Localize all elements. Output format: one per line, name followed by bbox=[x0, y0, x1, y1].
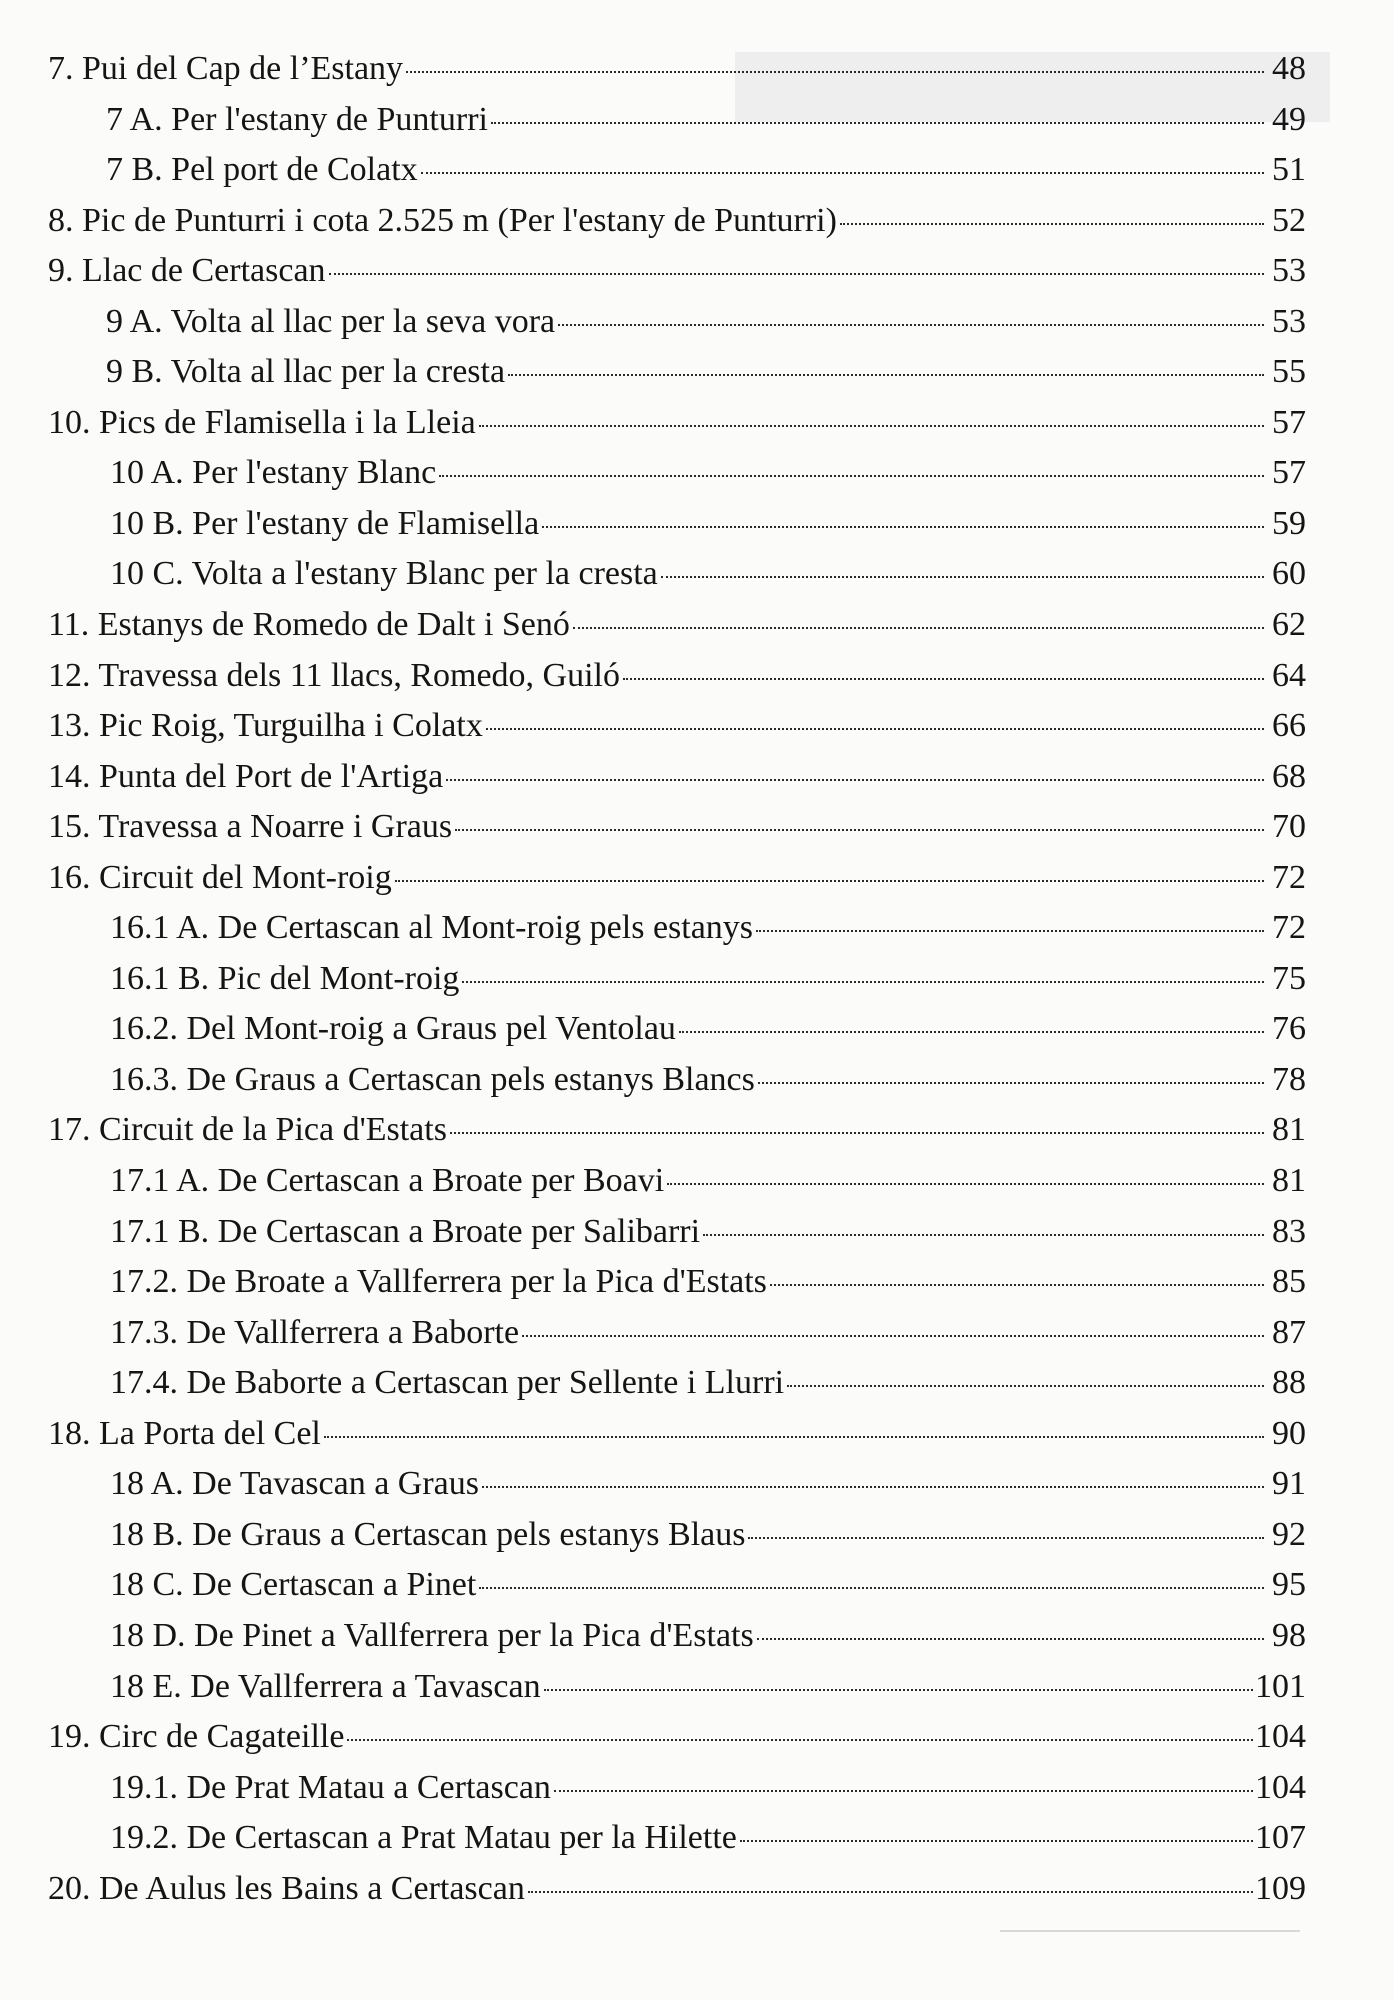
toc-entry-title: 9 B. Volta al llac per la cresta bbox=[106, 353, 506, 391]
toc-entry[interactable] bbox=[48, 1105, 1306, 1156]
toc-entry[interactable] bbox=[48, 752, 1306, 803]
toc-entry[interactable] bbox=[48, 1712, 1306, 1763]
toc-entry-title: 7 A. Per l'estany de Punturri bbox=[106, 100, 488, 138]
dot-leader bbox=[544, 1689, 1253, 1691]
toc-entry-page-number: 51 bbox=[1272, 151, 1306, 189]
toc-entry-title: 18 E. De Vallferrera a Tavascan bbox=[110, 1667, 541, 1705]
toc-entry[interactable] bbox=[48, 1813, 1306, 1864]
toc-entry-page-number: 107 bbox=[1255, 1819, 1306, 1857]
toc-entry[interactable] bbox=[48, 499, 1306, 550]
toc-entry[interactable] bbox=[48, 1459, 1306, 1510]
dot-leader bbox=[542, 526, 1264, 528]
toc-entry[interactable] bbox=[48, 1004, 1306, 1055]
toc-entry-title: 16. Circuit del Mont-roig bbox=[48, 858, 392, 896]
dot-leader bbox=[756, 930, 1264, 932]
dot-leader bbox=[395, 880, 1264, 882]
toc-entry-title: 16.2. Del Mont-roig a Graus pel Ventolau bbox=[110, 1010, 676, 1048]
dot-leader bbox=[486, 728, 1264, 730]
toc-entry-title: 17.1 B. De Certascan a Broate per Salibarri bbox=[110, 1212, 701, 1250]
toc-entry[interactable] bbox=[48, 701, 1306, 752]
toc-entry-page-number: 64 bbox=[1272, 656, 1306, 694]
dot-leader bbox=[446, 779, 1264, 781]
toc-entry[interactable] bbox=[48, 1358, 1306, 1409]
toc-entry[interactable] bbox=[48, 1207, 1306, 1258]
dot-leader bbox=[661, 576, 1264, 578]
dot-leader bbox=[740, 1840, 1253, 1842]
toc-entry-title: 19. Circ de Cagateille bbox=[48, 1718, 345, 1756]
dot-leader bbox=[840, 223, 1264, 225]
toc-entry-title: 9 A. Volta al llac per la seva vora bbox=[106, 302, 556, 340]
dot-leader bbox=[770, 1284, 1264, 1286]
toc-entry-page-number: 78 bbox=[1272, 1060, 1306, 1098]
toc-entry-page-number: 53 bbox=[1272, 252, 1306, 290]
toc-entry[interactable] bbox=[48, 802, 1306, 853]
dot-leader bbox=[679, 1031, 1264, 1033]
toc-entry-title: 13. Pic Roig, Turguilha i Colatx bbox=[48, 707, 483, 745]
toc-entry-page-number: 60 bbox=[1272, 555, 1306, 593]
toc-entry-title: 18 D. De Pinet a Vallferrera per la Pica d'Estats bbox=[110, 1616, 754, 1654]
toc-entry-title: 8. Pic de Punturri i cota 2.525 m (Per l'estany de Punturri) bbox=[48, 201, 837, 239]
toc-entry-page-number: 109 bbox=[1255, 1869, 1306, 1907]
toc-entry-page-number: 98 bbox=[1272, 1616, 1306, 1654]
toc-entry[interactable] bbox=[48, 600, 1306, 651]
toc-entry-page-number: 75 bbox=[1272, 959, 1306, 997]
toc-entry-page-number: 68 bbox=[1272, 757, 1306, 795]
toc-entry[interactable] bbox=[48, 651, 1306, 702]
dot-leader bbox=[479, 1587, 1264, 1589]
toc-entry[interactable] bbox=[48, 398, 1306, 449]
dot-leader bbox=[757, 1638, 1264, 1640]
toc-entry-title: 12. Travessa dels 11 llacs, Romedo, Guiló bbox=[48, 656, 620, 694]
toc-entry-title: 18 B. De Graus a Certascan pels estanys Blaus bbox=[110, 1515, 746, 1553]
toc-entry-title: 19.2. De Certascan a Prat Matau per la Hilette bbox=[110, 1819, 737, 1857]
dot-leader bbox=[421, 172, 1264, 174]
toc-entry[interactable] bbox=[48, 1611, 1306, 1662]
toc-entry-title: 18. La Porta del Cel bbox=[48, 1414, 321, 1452]
toc-entry-page-number: 48 bbox=[1272, 50, 1306, 87]
toc-entry-title: 18 C. De Certascan a Pinet bbox=[110, 1566, 477, 1604]
toc-entry-title: 18 A. De Tavascan a Graus bbox=[110, 1465, 479, 1503]
dot-leader bbox=[462, 981, 1264, 983]
dot-leader bbox=[623, 678, 1264, 680]
toc-entry-title: 9. Llac de Certascan bbox=[48, 252, 326, 290]
toc-entry-page-number: 57 bbox=[1272, 403, 1306, 441]
toc-entry-page-number: 83 bbox=[1272, 1212, 1306, 1250]
toc-entry-page-number: 76 bbox=[1272, 1010, 1306, 1048]
toc-entry[interactable] bbox=[48, 954, 1306, 1005]
toc-entry-page-number: 90 bbox=[1272, 1414, 1306, 1452]
dot-leader bbox=[748, 1537, 1264, 1539]
toc-entry[interactable] bbox=[48, 347, 1306, 398]
toc-entry[interactable] bbox=[48, 549, 1306, 600]
toc-entry-title: 17.4. De Baborte a Certascan per Sellente i Llurri bbox=[110, 1364, 785, 1402]
dot-leader bbox=[558, 324, 1264, 326]
toc-entry-page-number: 72 bbox=[1272, 909, 1306, 947]
toc-entry[interactable] bbox=[48, 1257, 1306, 1308]
dot-leader bbox=[508, 374, 1264, 376]
toc-entry-title: 16.3. De Graus a Certascan pels estanys Blancs bbox=[110, 1060, 755, 1098]
toc-entry-title: 10 A. Per l'estany Blanc bbox=[110, 454, 437, 492]
dot-leader bbox=[528, 1891, 1253, 1893]
toc-entry[interactable] bbox=[48, 853, 1306, 904]
toc-entry-title: 20. De Aulus les Bains a Certascan bbox=[48, 1869, 525, 1907]
toc-entry-page-number: 101 bbox=[1255, 1667, 1306, 1705]
toc-entry-title: 16.1 B. Pic del Mont-roig bbox=[110, 959, 460, 997]
toc-entry[interactable] bbox=[48, 1763, 1306, 1814]
dot-leader bbox=[491, 122, 1264, 124]
toc-entry-page-number: 81 bbox=[1272, 1162, 1306, 1200]
dot-leader bbox=[522, 1335, 1264, 1337]
dot-leader bbox=[554, 1790, 1253, 1792]
dot-leader bbox=[703, 1234, 1264, 1236]
toc-entry[interactable] bbox=[48, 1156, 1306, 1207]
toc-entry[interactable] bbox=[48, 1560, 1306, 1611]
toc-entry-title: 15. Travessa a Noarre i Graus bbox=[48, 808, 453, 846]
toc-entry-page-number: 59 bbox=[1272, 504, 1306, 542]
dot-leader bbox=[455, 829, 1264, 831]
toc-entry-title: 16.1 A. De Certascan al Mont-roig pels estanys bbox=[110, 909, 754, 947]
dot-leader bbox=[482, 1486, 1264, 1488]
toc-entry[interactable] bbox=[48, 246, 1306, 297]
toc-entry-title: 17.3. De Vallferrera a Baborte bbox=[110, 1313, 520, 1351]
dot-leader bbox=[347, 1739, 1253, 1741]
toc-entry[interactable] bbox=[48, 297, 1306, 348]
toc-entry-title: 10. Pics de Flamisella i la Lleia bbox=[48, 403, 476, 441]
toc-entry-title: 19.1. De Prat Matau a Certascan bbox=[110, 1768, 551, 1806]
toc-entry[interactable] bbox=[48, 1308, 1306, 1359]
dot-leader bbox=[667, 1183, 1264, 1185]
dot-leader bbox=[758, 1082, 1264, 1084]
dot-leader bbox=[439, 475, 1264, 477]
toc-entry[interactable] bbox=[48, 448, 1306, 499]
dot-leader bbox=[573, 627, 1264, 629]
toc-entry[interactable] bbox=[48, 196, 1306, 247]
toc-entry-page-number: 49 bbox=[1272, 100, 1306, 138]
toc-entry-page-number: 70 bbox=[1272, 808, 1306, 846]
toc-entry[interactable] bbox=[48, 1409, 1306, 1460]
toc-entry-page-number: 57 bbox=[1272, 454, 1306, 492]
toc-entry-title: 17.2. De Broate a Vallferrera per la Pica d'Estats bbox=[110, 1263, 767, 1301]
toc-entry-title: 11. Estanys de Romedo de Dalt i Senó bbox=[48, 606, 570, 644]
toc-entry-page-number: 62 bbox=[1272, 606, 1306, 644]
toc-entry-page-number: 72 bbox=[1272, 858, 1306, 896]
toc-entry-page-number: 104 bbox=[1255, 1768, 1306, 1806]
toc-entry-page-number: 91 bbox=[1272, 1465, 1306, 1503]
toc-entry[interactable] bbox=[48, 1055, 1306, 1106]
toc-entry[interactable] bbox=[48, 145, 1306, 196]
toc-entry[interactable] bbox=[48, 1510, 1306, 1561]
dot-leader bbox=[324, 1436, 1264, 1438]
dot-leader bbox=[787, 1385, 1264, 1387]
toc-entry-page-number: 88 bbox=[1272, 1364, 1306, 1402]
toc-entry-page-number: 52 bbox=[1272, 201, 1306, 239]
toc-entry-page-number: 104 bbox=[1255, 1718, 1306, 1756]
dot-leader bbox=[329, 273, 1264, 275]
toc-entry-page-number: 81 bbox=[1272, 1111, 1306, 1149]
bleed-through-rule bbox=[1000, 1930, 1300, 1932]
toc-entry-title: 10 C. Volta a l'estany Blanc per la cresta bbox=[110, 555, 658, 593]
toc-entry-page-number: 87 bbox=[1272, 1313, 1306, 1351]
toc-entry[interactable] bbox=[48, 95, 1306, 146]
toc-entry-page-number: 92 bbox=[1272, 1515, 1306, 1553]
toc-entry-page-number: 95 bbox=[1272, 1566, 1306, 1604]
toc-entry-page-number: 55 bbox=[1272, 353, 1306, 391]
toc-entry-page-number: 53 bbox=[1272, 302, 1306, 340]
toc-entry-title: 17. Circuit de la Pica d'Estats bbox=[48, 1111, 447, 1149]
toc-entry-title: 7. Pui del Cap de l’Estany bbox=[48, 50, 404, 87]
toc-entry[interactable] bbox=[48, 1864, 1306, 1915]
toc-entry-title: 17.1 A. De Certascan a Broate per Boavi bbox=[110, 1162, 665, 1200]
toc-entry[interactable] bbox=[48, 903, 1306, 954]
dot-leader bbox=[479, 425, 1264, 427]
dot-leader bbox=[406, 71, 1264, 73]
dot-leader bbox=[450, 1132, 1264, 1134]
toc-entry[interactable] bbox=[48, 44, 1306, 95]
toc-entry-title: 14. Punta del Port de l'Artiga bbox=[48, 757, 444, 795]
toc-entry[interactable] bbox=[48, 1662, 1306, 1713]
toc-entry-page-number: 66 bbox=[1272, 707, 1306, 745]
toc-entry-page-number: 85 bbox=[1272, 1263, 1306, 1301]
toc-entry-title: 10 B. Per l'estany de Flamisella bbox=[110, 504, 540, 542]
toc-entry-title: 7 B. Pel port de Colatx bbox=[106, 151, 418, 189]
table-of-contents bbox=[48, 44, 1306, 1914]
